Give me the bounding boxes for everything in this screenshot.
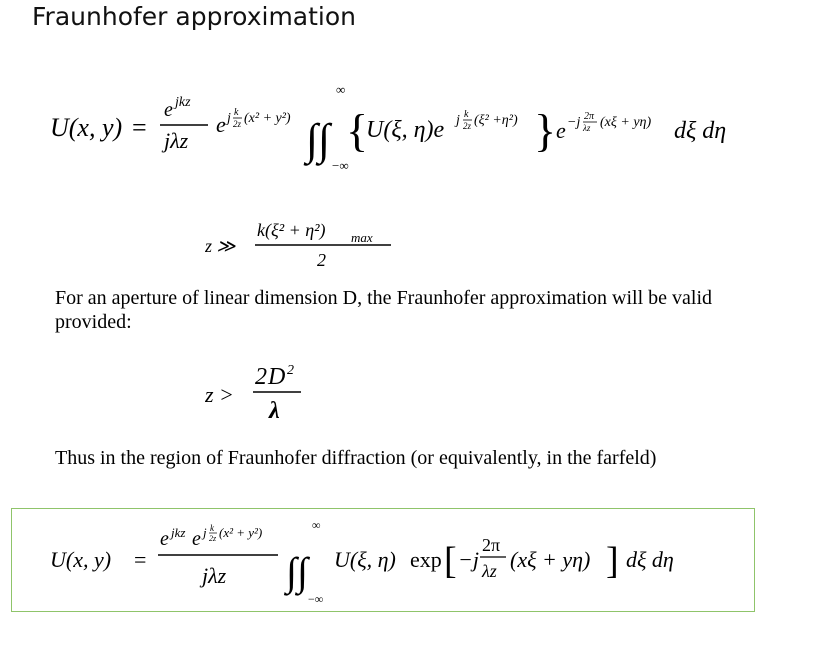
svg-text:e: e	[556, 118, 566, 143]
aperture-condition-graphic	[205, 360, 325, 430]
svg-text:2z: 2z	[233, 119, 242, 129]
slide-title: Fraunhofer approximation	[32, 2, 357, 31]
aperture-condition-equation	[205, 360, 325, 435]
svg-text:2π: 2π	[584, 111, 595, 122]
svg-text:k: k	[464, 109, 469, 120]
svg-text:k: k	[234, 107, 239, 118]
svg-text:jkz: jkz	[175, 95, 191, 110]
svg-text:−∞: −∞	[308, 592, 324, 606]
svg-text:{: {	[346, 105, 369, 156]
svg-text:exp: exp	[410, 547, 442, 572]
aperture-paragraph: For an aperture of linear dimension D, the Fraunhofer approximation will be valid provided:	[55, 287, 713, 333]
svg-text:]: ]	[606, 540, 619, 582]
svg-text:U(ξ, η)e: U(ξ, η)e	[366, 117, 445, 143]
svg-text:D: D	[268, 364, 286, 390]
equation-1-graphic	[50, 82, 770, 182]
svg-text:λ: λ	[269, 398, 280, 424]
svg-text:}: }	[534, 105, 557, 156]
svg-text:dξ dη: dξ dη	[626, 547, 674, 572]
svg-text:2z: 2z	[209, 534, 217, 543]
fraunhofer-condition-equation	[205, 214, 405, 279]
svg-text:jkz: jkz	[171, 525, 186, 540]
svg-text:λz: λz	[583, 123, 591, 133]
svg-text:−j: −j	[567, 115, 581, 130]
svg-text:∫∫: ∫∫	[306, 115, 331, 164]
svg-text:−j: −j	[458, 547, 479, 572]
svg-text:e: e	[216, 112, 226, 137]
svg-text:(x² + y²): (x² + y²)	[244, 111, 291, 126]
result-equation-graphic	[42, 511, 762, 611]
svg-text:(x² + y²): (x² + y²)	[219, 525, 263, 540]
svg-text:λz: λz	[482, 561, 497, 581]
svg-text:2: 2	[287, 363, 294, 378]
svg-text:z >: z >	[205, 382, 234, 407]
svg-text:dξ dη: dξ dη	[674, 118, 727, 144]
svg-text:=: =	[132, 113, 147, 142]
svg-text:e: e	[164, 99, 173, 121]
svg-text:=: =	[134, 547, 147, 572]
svg-text:U(ξ, η): U(ξ, η)	[334, 547, 396, 572]
svg-text:U(x, y): U(x, y)	[50, 113, 123, 142]
svg-text:2π: 2π	[482, 535, 501, 555]
svg-text:2: 2	[317, 250, 326, 270]
svg-text:j: j	[227, 111, 231, 126]
condition-graphic	[205, 214, 405, 274]
svg-text:U(x, y): U(x, y)	[50, 547, 112, 572]
fraunhofer-result-box	[11, 508, 755, 612]
svg-text:(xξ + yη): (xξ + yη)	[510, 547, 591, 572]
svg-text:e: e	[160, 528, 169, 550]
svg-text:(ξ² +η²): (ξ² +η²)	[474, 113, 518, 128]
svg-text:jλz: jλz	[164, 128, 189, 153]
svg-text:(xξ + yη): (xξ + yη)	[600, 115, 652, 130]
svg-text:2: 2	[255, 364, 267, 390]
svg-text:j: j	[456, 113, 460, 128]
svg-text:k: k	[210, 523, 214, 533]
svg-text:[: [	[444, 540, 457, 582]
svg-text:j: j	[203, 525, 207, 540]
svg-text:2z: 2z	[463, 121, 472, 131]
fraunhofer-integral-equation	[50, 82, 770, 187]
svg-text:jλz: jλz	[202, 563, 227, 588]
svg-text:∫∫: ∫∫	[286, 549, 308, 594]
svg-text:z ≫: z ≫	[205, 236, 236, 256]
svg-text:e: e	[192, 528, 201, 550]
farfield-paragraph: Thus in the region of Fraunhofer diffraction (or equivalently, in the farfeld)	[55, 447, 657, 469]
svg-text:k(ξ² + η²): k(ξ² + η²)	[257, 220, 326, 240]
svg-text:max: max	[351, 230, 373, 245]
svg-text:−∞: −∞	[332, 158, 349, 173]
svg-text:∞: ∞	[312, 518, 321, 532]
svg-text:∞: ∞	[336, 82, 346, 97]
